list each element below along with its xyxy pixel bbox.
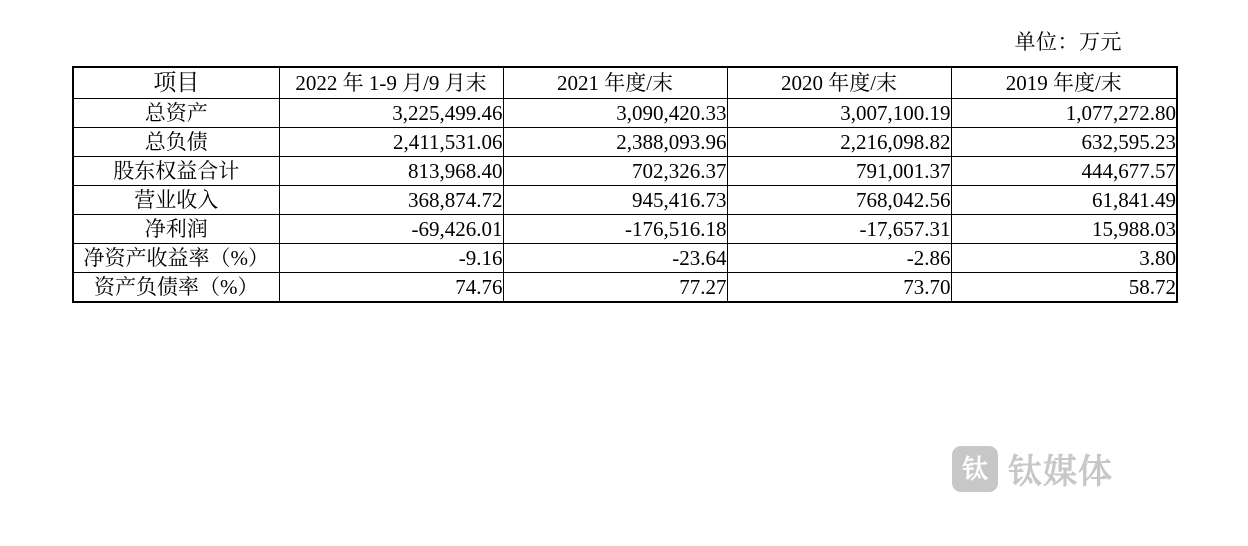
row-value: 945,416.73 bbox=[503, 186, 727, 215]
row-label: 营业收入 bbox=[73, 186, 279, 215]
row-value: 74.76 bbox=[279, 273, 503, 303]
row-value: 3,225,499.46 bbox=[279, 99, 503, 128]
row-value: 73.70 bbox=[727, 273, 951, 303]
row-value: 632,595.23 bbox=[951, 128, 1177, 157]
table-row bbox=[73, 157, 1177, 186]
row-value: 368,874.72 bbox=[279, 186, 503, 215]
table-row bbox=[73, 128, 1177, 157]
watermark-logo-text: 钛 bbox=[961, 453, 988, 484]
row-value: 2,388,093.96 bbox=[503, 128, 727, 157]
row-label: 总负债 bbox=[73, 128, 279, 157]
table-row bbox=[73, 99, 1177, 128]
row-value: 3.80 bbox=[951, 244, 1177, 273]
row-value: 3,090,420.33 bbox=[503, 99, 727, 128]
row-value: 813,968.40 bbox=[279, 157, 503, 186]
row-value: 444,677.57 bbox=[951, 157, 1177, 186]
table-row bbox=[73, 244, 1177, 273]
column-header-2019: 2019 年度/末 bbox=[951, 67, 1177, 99]
column-header-2021: 2021 年度/末 bbox=[503, 67, 727, 99]
row-value: -23.64 bbox=[503, 244, 727, 273]
row-value: -176,516.18 bbox=[503, 215, 727, 244]
table-row bbox=[73, 186, 1177, 215]
financial-summary-table bbox=[72, 66, 1178, 303]
watermark bbox=[952, 444, 1113, 493]
row-label: 资产负债率（%） bbox=[73, 273, 279, 303]
column-header-item: 项目 bbox=[73, 67, 279, 99]
row-value: -69,426.01 bbox=[279, 215, 503, 244]
row-value: 791,001.37 bbox=[727, 157, 951, 186]
table-header-row bbox=[73, 67, 1177, 99]
row-label: 总资产 bbox=[73, 99, 279, 128]
row-value: 2,411,531.06 bbox=[279, 128, 503, 157]
row-value: 1,077,272.80 bbox=[951, 99, 1177, 128]
table-row bbox=[73, 273, 1177, 303]
row-value: -2.86 bbox=[727, 244, 951, 273]
row-value: 58.72 bbox=[951, 273, 1177, 303]
row-label: 净利润 bbox=[73, 215, 279, 244]
row-value: 77.27 bbox=[503, 273, 727, 303]
row-value: 768,042.56 bbox=[727, 186, 951, 215]
column-header-2022: 2022 年 1-9 月/9 月末 bbox=[279, 67, 503, 99]
row-value: 702,326.37 bbox=[503, 157, 727, 186]
table-row bbox=[73, 215, 1177, 244]
column-header-2020: 2020 年度/末 bbox=[727, 67, 951, 99]
unit-note: 单位：万元 bbox=[1014, 30, 1122, 54]
watermark-logo-icon bbox=[952, 446, 998, 492]
row-value: 3,007,100.19 bbox=[727, 99, 951, 128]
row-value: -17,657.31 bbox=[727, 215, 951, 244]
row-value: 2,216,098.82 bbox=[727, 128, 951, 157]
row-value: 61,841.49 bbox=[951, 186, 1177, 215]
row-label: 净资产收益率（%） bbox=[73, 244, 279, 273]
row-value: -9.16 bbox=[279, 244, 503, 273]
row-value: 15,988.03 bbox=[951, 215, 1177, 244]
watermark-text: 钛媒体 bbox=[1008, 453, 1113, 491]
row-label: 股东权益合计 bbox=[73, 157, 279, 186]
